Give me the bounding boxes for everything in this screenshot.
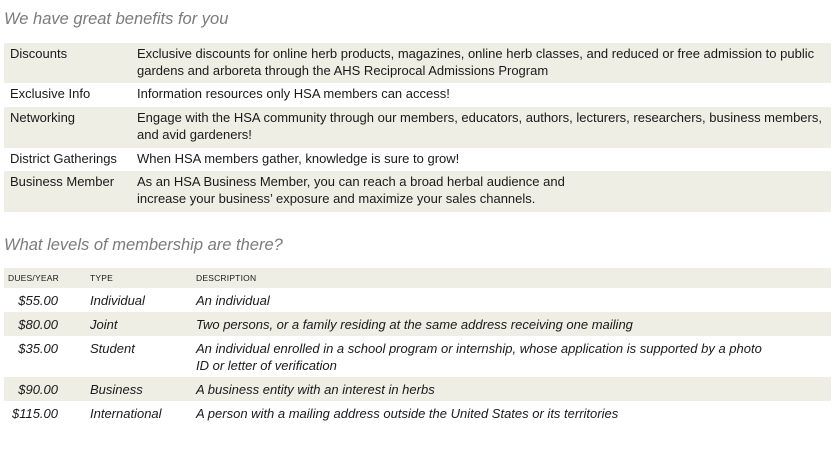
level-row-international xyxy=(4,401,831,425)
level-type: International xyxy=(90,406,162,421)
benefit-description-line: increase your business’ exposure and maximize your sales channels. xyxy=(137,191,536,206)
membership-levels-table xyxy=(4,268,831,425)
benefit-label: Networking xyxy=(4,107,137,148)
level-row-student xyxy=(4,336,831,377)
benefit-description: Engage with the HSA community through our members, educators, authors, lecturers, researchers, business members, and avid gardeners! xyxy=(137,107,831,148)
benefits-table xyxy=(4,43,831,212)
benefit-row-exclusive-info xyxy=(4,83,831,107)
level-dues: $80.00 xyxy=(4,312,86,336)
benefit-description xyxy=(137,171,831,212)
level-dues: $90.00 xyxy=(4,377,86,401)
levels-heading: What levels of membership are there? xyxy=(4,236,283,254)
benefit-description: Exclusive discounts for online herb products, magazines, online herb classes, and reduced or free admission to public gardens and arboreta through the AHS Reciprocal Admissions Program xyxy=(137,43,831,83)
level-dues: $55.00 xyxy=(18,293,58,308)
benefit-row-networking xyxy=(4,107,831,148)
benefit-description: Information resources only HSA members can access! xyxy=(137,86,450,101)
benefit-row-discounts xyxy=(4,43,831,83)
level-row-business xyxy=(4,377,831,401)
benefit-label: Business Member xyxy=(4,171,137,212)
benefit-label: Discounts xyxy=(4,43,137,83)
level-dues: $35.00 xyxy=(18,341,58,356)
benefit-label: Exclusive Info xyxy=(10,86,91,101)
level-row-individual xyxy=(4,288,831,312)
benefits-heading: We have great benefits for you xyxy=(4,10,229,28)
level-description: A person with a mailing address outside the United States or its territories xyxy=(196,406,619,421)
level-type: Individual xyxy=(90,293,145,308)
benefit-description: When HSA members gather, knowledge is sure to grow! xyxy=(137,151,460,166)
level-dues: $115.00 xyxy=(11,406,58,421)
levels-header-row xyxy=(4,268,831,288)
level-type: Business xyxy=(86,377,196,401)
level-description: An individual xyxy=(196,293,270,308)
level-row-joint xyxy=(4,312,831,336)
level-description: Two persons, or a family residing at the same address receiving one mailing xyxy=(196,312,831,336)
benefit-label: District Gatherings xyxy=(10,151,117,166)
benefit-description-line: As an HSA Business Member, you can reach a broad herbal audience and xyxy=(137,174,565,189)
column-header-type: TYPE xyxy=(86,268,196,288)
column-header-dues: DUES/YEAR xyxy=(4,268,86,288)
level-type: Joint xyxy=(86,312,196,336)
benefit-row-business-member xyxy=(4,171,831,212)
level-type: Student xyxy=(90,341,135,356)
column-header-description: DESCRIPTION xyxy=(196,268,831,288)
level-description: A business entity with an interest in herbs xyxy=(196,377,831,401)
level-description: An individual enrolled in a school program or internship, whose application is supported by a photo ID or letter of verification xyxy=(196,341,762,373)
benefit-row-district-gatherings xyxy=(4,148,831,171)
